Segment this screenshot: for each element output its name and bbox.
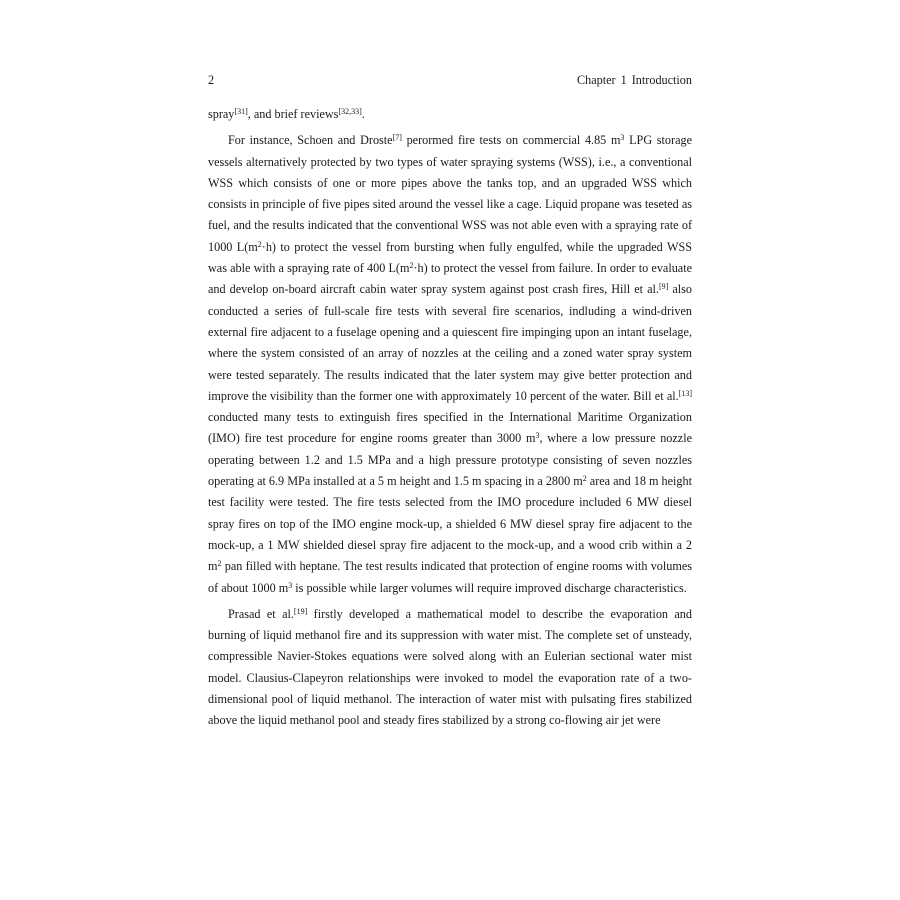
superscript: [19] xyxy=(293,606,308,616)
superscript: 2 xyxy=(257,239,262,249)
text-run: For instance, Schoen and Droste xyxy=(228,133,393,148)
text-run: ·h) to protect the vessel from bursting when fully engulfed, while the upgraded WSS was able with a spraying rate of 400 L(m xyxy=(208,239,693,276)
superscript: 2 xyxy=(409,261,414,271)
text-run: conducted many tests to extinguish fires specified in the International Maritime Organization (IMO) fire test procedure for engine rooms greater than 3000 m xyxy=(208,410,692,446)
text-run: , and brief reviews xyxy=(247,107,339,121)
text-run: ·h) to protect the vessel from failure. In order to evaluate and develop on-board aircraft cabin water spray system against post crash fires, Hill et al. xyxy=(208,261,693,297)
body-text xyxy=(208,104,692,732)
paragraph xyxy=(208,104,692,125)
chapter-title: Chapter 1 Introduction xyxy=(576,73,692,87)
text-run: spray xyxy=(208,107,235,121)
text-run: pan filled with heptane. The test results indicated that protection of engine rooms with volumes of about 1000 m xyxy=(208,559,692,595)
text-run: Prasad et al. xyxy=(228,606,294,621)
superscript: 2 xyxy=(582,474,587,484)
superscript: 3 xyxy=(288,580,293,590)
text-run: area and 18 m height test facility were tested. The fire tests selected from the IMO procedure included 6 MW diesel spray fires on top of the IMO engine mock-up, a shielded 6 MW diesel spray fire adjacent to the mock-up, a 1 MW shielded diesel spray fire adjacent to the mock-up, and a wood crib within a 2 m xyxy=(208,474,692,574)
superscript: [31] xyxy=(234,107,248,116)
superscript: 3 xyxy=(535,431,540,441)
text-run: also conducted a series of full-scale fire tests with several fire scenarios, indluding a wind-driven external fire adjacent to a fuselage opening and a quiescent fire impinging upon an intant fuselage, where the system consisted of an array of nozzles at the ceiling and a zoned water spray system were tested separately. The results indicated that the later system may give better protection and improve the visibility than the former one with approximately 10 percent of the water. Bill et al. xyxy=(208,282,692,403)
superscript: [13] xyxy=(678,388,692,398)
text-run: , where a low pressure nozzle operating between 1.2 and 1.5 MPa and a high pressure prototype consisting of seven nozzles operating at 6.9 MPa installed at a 5 m height and 1.5 m spacing in a 2800 m xyxy=(208,431,692,489)
running-header xyxy=(208,71,692,89)
text-run: perormed fire tests on commercial 4.85 m xyxy=(401,133,621,148)
text-run: . xyxy=(361,107,365,121)
superscript: [7] xyxy=(392,133,402,143)
superscript: 3 xyxy=(620,133,625,143)
text-run: is possible while larger volumes will require improved discharge characteristics. xyxy=(292,580,687,595)
superscript: [9] xyxy=(658,282,669,292)
page-number: 2 xyxy=(208,73,215,87)
text-run: LPG storage vessels alternatively protected by two types of water spraying systems (WSS), i.e., a conventional WSS which consists of one or more pipes above the tanks top, and an upgraded WSS which consists in principle of five pipes sited around the vessel like a cage. Liquid propane was teseted as fuel, and the results indicated that the conventional WSS was not able even with a spraying rate of 1000 L(m xyxy=(208,133,692,254)
text-run: firstly developed a mathematical model to describe the evaporation and burning of liquid methanol fire and its suppression with water mist. The complete set of unsteady, compressible Navier-Stokes equations were solved along with an Eulerian sectional water mist model. Clausius-Clapeyron relationships were invoked to model the evaporation rate of a two-dimensional pool of liquid methanol. The interaction of water mist with pulsating fires stabilized above the liquid methanol pool and steady fires stabilized by a strong co-flowing air jet were xyxy=(208,606,692,728)
superscript: 2 xyxy=(217,559,222,569)
paragraph xyxy=(208,604,692,732)
paragraph xyxy=(208,130,692,599)
superscript: [32,33] xyxy=(338,107,362,116)
